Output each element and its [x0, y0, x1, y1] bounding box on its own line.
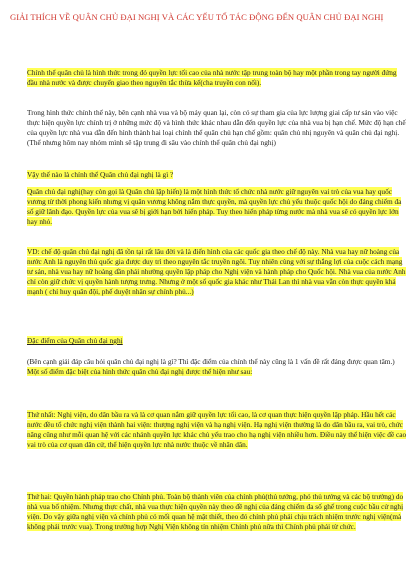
paragraph-parliamentary-monarchy	[27, 187, 407, 227]
paragraph-text: (Bên cạnh giải đáp câu hỏi quân chủ đại nghị là gì? Thì đặc điểm của chính thể này cũng là 1 vấn đề rất đáng được quan tâm.)	[27, 357, 395, 366]
highlighted-text: VD: chế độ quân chủ đại nghị đã tồn tại rất lâu đời và là điển hình của các quốc gia theo chế độ này. Nhà vua hay nữ hoàng của nước Anh là nguyên thủ quốc gia được duy trì theo nguyên tắc truyền ngôi. Tuy nhiên cùng với sự thắng lợi của cuộc cách mạng tư sản, nhà vua hay nữ hoàng dần phải nhường quyền lập pháp cho Nghị viện và hành pháp cho Quốc hội. Nhà vua của nước Anh chỉ còn giữ chức vị quyền hành tượng trưng. Nhưng ở một số quốc gia khác như Thái Lan thì nhà vua vẫn còn thực quyền khá mạnh ( chỉ huy quân đội, phế duyệt nhân sự chính phủ...)	[27, 247, 406, 297]
section-heading-characteristics	[27, 336, 407, 346]
highlighted-text: Vậy thế nào là chính thể Quân chủ đại nghị là gì ?	[27, 170, 174, 179]
paragraph-second-point	[27, 492, 407, 532]
highlighted-text: Thứ nhất: Nghị viện, do dân bầu ra và là cơ quan nắm giữ quyền lực tối cao, là cơ quan thực hiện quyền lập pháp. Hầu hết các nước đều tổ chức nghị viện thành hai viện: thượng nghị viện và hạ nghị viện. Hạ nghị viện thường là do dân bầu ra, vai trò, chức năng cũng như mỗi quan hệ với các nhánh quyền lực khác chủ yếu trao cho hạ nghị viện nhiều hơn. Điều này thể hiện việc đề cao vai trò của cơ quan dân cử, thể hiện quyền lực nhà nước thuộc về nhân dân.	[27, 410, 407, 450]
highlighted-text: Một số điểm đặc biệt của hình thức quân chủ đại nghị được thể hiện như sau:	[27, 367, 253, 377]
highlighted-heading: Đặc điểm của Quân chủ đại nghị	[27, 336, 123, 345]
paragraph-limited-monarchy	[27, 108, 407, 148]
paragraph-definition	[27, 68, 407, 88]
paragraph-characteristics-intro	[27, 357, 407, 377]
question-heading	[27, 170, 407, 180]
document-title: GIẢI THÍCH VỀ QUÂN CHỦ ĐẠI NGHỊ VÀ CÁC YẾU TỐ TÁC ĐỘNG ĐẾN QUÂN CHỦ ĐẠI NGHỊ	[10, 12, 384, 22]
highlighted-text: Quân chủ đại nghị(hay còn gọi là Quân chủ lập hiến) là một hình thức tổ chức nhà nước giữ nguyên vai trò của vua hay quốc vương từ thời phong kiến nhưng vị quân vương không nắm thực quyền, mà quyền lực chủ yếu thuộc quốc hội do đảng chiếm đa số giữ lãnh đạo. Quyền lực của vua sẽ bị giới hạn bởi hiến pháp. Tuy theo hiến pháp từng nước mà nhà vua sẽ có quyền lực lớn hay nhỏ.	[27, 187, 402, 227]
paragraph-first-point	[27, 410, 407, 450]
highlighted-text: Chính thể quân chủ là hình thức trong đó quyền lực tối cao của nhà nước tập trung toàn bộ hay một phần trong tay người đứng đầu nhà nước và được chuyển giao theo nguyên tắc thừa kế(cha truyền con nối).	[27, 68, 397, 88]
highlighted-text: Thứ hai: Quyền hành pháp trao cho Chính phủ. Toàn bộ thành viên của chính phủ(thủ tướng, phó thủ tướng và các bộ trưởng) do nhà vua bổ nhiệm. Nhưng thực chất, nhà vua thực hiện quyền này theo đề nghị của đảng chiếm đa số ghế trong cuộc bầu cử nghị viện. Do vậy giữa nghị viện và chính phủ có mối quan hệ mật thiết, theo đó chính phủ phải chịu trách nhiệm trước nghị viện(mà không phải trước vua). Trong trường hợp Nghị Viện không tín nhiệm Chính phủ nữa thì Chính phủ phải từ chức.	[27, 492, 404, 532]
paragraph-text: Trong hình thức chính thể này, bên cạnh nhà vua và bộ máy quan lại, còn có sự tham gia của lực lượng giai cấp tư sản vào việc thực hiện quyền lực chính trị ở những mức độ và hình thức khác nhau dẫn đến quyền lực của nhà vua bị hạn chế. Mức độ hạn chế của quyền lực nhà vua dẫn đến hình thành hai loại chính thể quân chủ hạn chế gồm: quân chủ nhị nguyên và quân chủ đại nghị. (Thể nhưng hôm nay nhóm mình sẽ tập trung đi sâu vào chính thể quân chủ đại nghị)	[27, 108, 406, 148]
paragraph-example	[27, 247, 407, 297]
